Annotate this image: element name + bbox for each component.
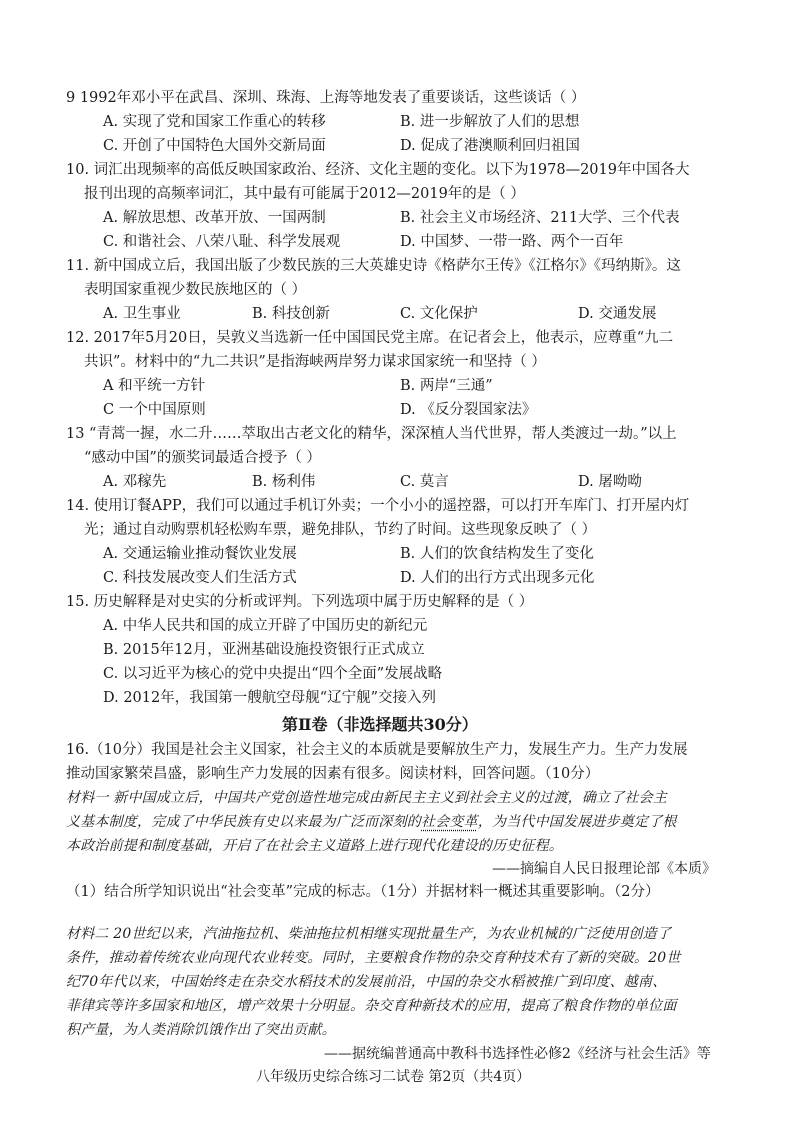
- section-2-title: 第Ⅱ卷（非选择题共30分）: [282, 715, 478, 734]
- material-1-line1: 材料一 新中国成立后，中国共产党创造性地完成由新民主主义到社会主义的过渡，确立了社会主: [66, 790, 668, 806]
- q9-stem: 9 1992年邓小平在武昌、深圳、珠海、上海等地发表了重要谈话，这些谈话（ ）: [66, 90, 586, 106]
- q14-stem-line2: 光；通过自动购票机轻松购车票，避免排队，节约了时间。这些现象反映了（ ）: [84, 522, 597, 538]
- q12-option-d: D. 《反分裂国家法》: [400, 402, 537, 418]
- q11-option-a: A. 卫生事业: [103, 306, 181, 322]
- q10-option-c: C. 和谐社会、八荣八耻、科学发展观: [103, 234, 341, 250]
- q9-option-b: B. 进一步解放了人们的思想: [400, 114, 580, 130]
- q10-option-d: D. 中国梦、一带一路、两个一百年: [400, 234, 624, 250]
- q13-option-a: A. 邓稼先: [103, 474, 167, 490]
- material-2-line3: 纪70年代以来，中国始终走在杂交水稻技术的发展前沿，中国的杂交水稻被推广到印度、越南、: [66, 974, 667, 990]
- q15-option-d: D. 2012年，我国第一艘航空母舰“辽宁舰”交接入列: [103, 690, 437, 706]
- q9-option-c: C. 开创了中国特色大国外交新局面: [103, 138, 326, 154]
- q13-option-c: C. 莫言: [400, 474, 449, 490]
- material-1-line2-part-b: ，为当代中国发展进步奠定了根: [477, 814, 677, 830]
- q14-option-d: D. 人们的出行方式出现多元化: [400, 570, 595, 586]
- q11-stem-line1: 11. 新中国成立后，我国出版了少数民族的三大英雄史诗《格萨尔王传》《江格尔》《玛纳斯》。这: [66, 258, 681, 274]
- q14-option-a: A. 交通运输业推动餐饮业发展: [103, 546, 297, 562]
- q10-stem-line1: 10. 词汇出现频率的高低反映国家政治、经济、文化主题的变化。以下为1978—2019年中国各大: [66, 162, 690, 178]
- q16-sub-question-1: （1）结合所学知识说出“社会变革”完成的标志。（1分）并据材料一概述其重要影响。（2分）: [66, 884, 660, 900]
- q11-option-b: B. 科技创新: [252, 306, 330, 322]
- q12-option-b: B. 两岸“三通”: [400, 378, 493, 394]
- q15-stem: 15. 历史解释是对史实的分析或评判。下列选项中属于历史解释的是（ ）: [66, 594, 534, 610]
- q12-stem-line1: 12. 2017年5月20日，吴敦义当选新一任中国国民党主席。在记者会上，他表示，应尊重“九二: [66, 330, 674, 346]
- q12-option-a: A 和平统一方针: [103, 378, 206, 394]
- material-2-line1: 材料二 20世纪以来，汽油拖拉机、柴油拖拉机相继实现批量生产，为农业机械的广泛使用创造了: [66, 926, 672, 942]
- material-1-source: ——摘编自人民日报理论部《本质》: [492, 861, 716, 877]
- q12-option-c: C 一个中国原则: [103, 402, 206, 418]
- q15-option-c: C. 以习近平为核心的党中央提出“四个全面”发展战略: [103, 666, 443, 682]
- q14-option-c: C. 科技发展改变人们生活方式: [103, 570, 297, 586]
- q11-option-c: C. 文化保护: [400, 306, 478, 322]
- q9-option-a: A. 实现了党和国家工作重心的转移: [103, 114, 326, 130]
- q10-stem-line2: 报刊出现的高频率词汇，其中最有可能属于2012—2019年的是（ ）: [84, 186, 525, 202]
- q16-stem-line1: 16.（10分）我国是社会主义国家，社会主义的本质就是要解放生产力，发展生产力。生产力发展: [66, 742, 688, 758]
- q14-stem-line1: 14. 使用订餐APP，我们可以通过手机订外卖；一个小小的遥控器，可以打开车库门、打开屋内灯: [66, 498, 690, 514]
- q9-option-d: D. 促成了港澳顺利回归祖国: [400, 138, 580, 154]
- q10-option-a: A. 解放思想、改革开放、一国两制: [103, 210, 326, 226]
- q11-option-d: D. 交通发展: [578, 306, 657, 322]
- material-1-line2-part-a: 义基本制度，完成了中华民族有史以来最为广泛而深刻的: [66, 814, 421, 830]
- page-footer: 八年级历史综合练习二试卷 第2页（共4页）: [256, 1069, 531, 1085]
- emphasis-social-reform: 社会变革: [421, 814, 478, 830]
- material-2-line2: 条件，推动着传统农业向现代农业转变。同时，主要粮食作物的杂交育种技术有了新的突破。20世: [66, 950, 681, 966]
- q16-stem-line2: 推动国家繁荣昌盛，影响生产力发展的因素有很多。阅读材料，回答问题。（10分）: [66, 766, 600, 782]
- q11-stem-line2: 表明国家重视少数民族地区的（ ）: [84, 282, 307, 298]
- material-1-line3: 本政治前提和制度基础，开启了在社会主义道路上进行现代化建设的历史征程。: [66, 838, 563, 854]
- q15-option-a: A. 中华人民共和国的成立开辟了中国历史的新纪元: [103, 618, 428, 634]
- q13-stem-line2: “感动中国”的颁奖词最适合授予（ ）: [84, 450, 321, 466]
- material-2-line5: 积产量，为人类消除饥饿作出了突出贡献。: [66, 1022, 336, 1038]
- material-2-line4: 菲律宾等许多国家和地区，增产效果十分明显。杂交育种新技术的应用，提高了粮食作物的单位面: [66, 998, 677, 1014]
- q10-option-b: B. 社会主义市场经济、211大学、三个代表: [400, 210, 680, 226]
- q12-stem-line2: 共识”。材料中的“九二共识”是指海峡两岸努力谋求国家统一和坚持（ ）: [84, 354, 546, 370]
- q14-option-b: B. 人们的饮食结构发生了变化: [400, 546, 594, 562]
- material-1-line2: [66, 812, 677, 832]
- q13-option-d: D. 屠呦呦: [578, 474, 642, 490]
- q13-option-b: B. 杨利伟: [252, 474, 316, 490]
- q13-stem-line1: 13 “青蒿一握，水二升……萃取出古老文化的精华，深深植人当代世界，帮人类渡过一劫。”以上: [66, 426, 677, 442]
- q15-option-b: B. 2015年12月，亚洲基础设施投资银行正式成立: [103, 642, 425, 658]
- material-2-source: ——据统编普通高中教科书选择性必修2《经济与社会生活》等: [324, 1046, 711, 1062]
